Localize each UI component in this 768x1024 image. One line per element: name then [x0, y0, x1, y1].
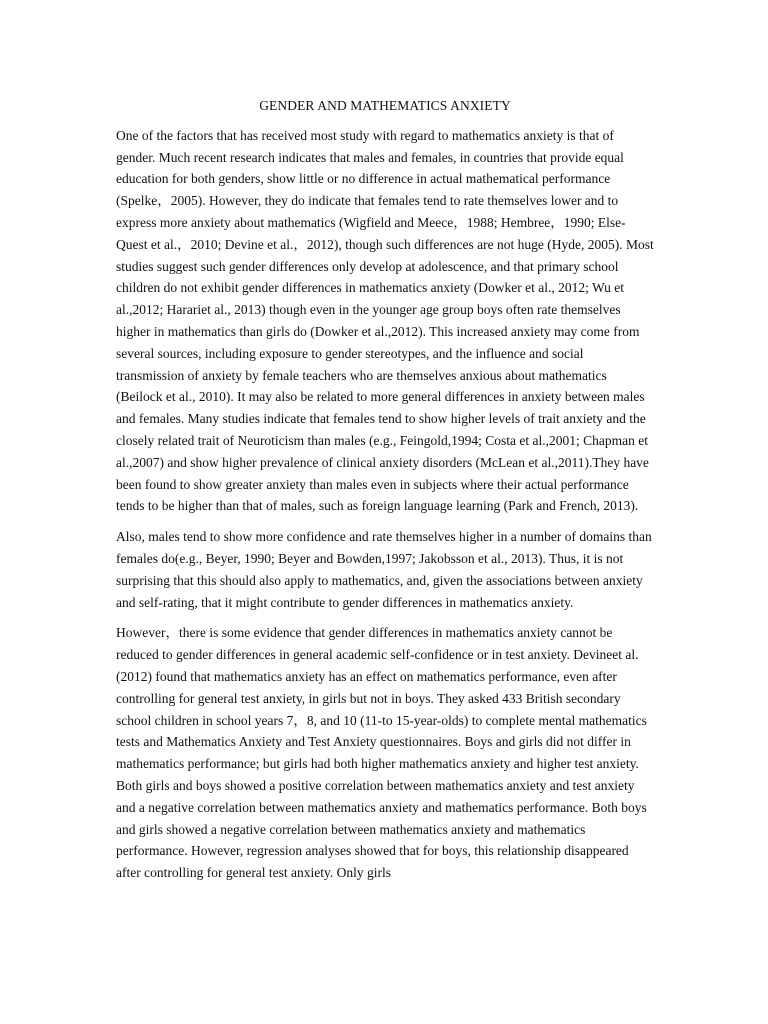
- document-body: [116, 95, 654, 893]
- paragraph-1: One of the factors that has received most study with regard to mathematics anxiety is that of gender. Much recent research indicates that males and females, in countries that provide equal education for both genders, show little or no difference in actual mathematical performance (Spelke，2005). However, they do indicate that females tend to rate themselves lower and to express more anxiety about mathematics (Wigfield and Meece，1988; Hembree，1990; Else-Quest et al.，2010; Devine et al.，2012), though such differences are not huge (Hyde, 2005). Most studies suggest such gender differences only develop at adolescence, and that primary school children do not exhibit gender differences in mathematics anxiety (Dowker et al., 2012; Wu et al.,2012; Harariet al., 2013) though even in the younger age group boys often rate themselves higher in mathematics than girls do (Dowker et al.,2012). This increased anxiety may come from several sources, including exposure to gender stereotypes, and the influence and social transmission of anxiety by female teachers who are themselves anxious about mathematics (Beilock et al., 2010). It may also be related to more general differences in anxiety between males and females. Many studies indicate that females tend to show higher levels of trait anxiety and the closely related trait of Neuroticism than males (e.g., Feingold,1994; Costa et al.,2001; Chapman et al.,2007) and show higher prevalence of clinical anxiety disorders (McLean et al.,2011).They have been found to show greater anxiety than males even in subjects where their actual performance tends to be higher than that of males, such as foreign language learning (Park and French, 2013).: [116, 127, 654, 514]
- document-title: GENDER AND MATHEMATICS ANXIETY: [259, 98, 511, 113]
- paragraph-2: Also, males tend to show more confidence and rate themselves higher in a number of domains than females do(e.g., Beyer, 1990; Beyer and Bowden,1997; Jakobsson et al., 2013). Thus, it is not surprising that this should also apply to mathematics, and, given the associations between anxiety and self-rating, that it might contribute to gender differences in mathematics anxiety.: [116, 529, 652, 610]
- paragraph-3: However，there is some evidence that gender differences in mathematics anxiety cannot be reduced to gender differences in general academic self-confidence or in test anxiety. Devineet al.(2012) found that mathematics anxiety has an effect on mathematics performance, even after controlling for general test anxiety, in girls but not in boys. They asked 433 British secondary school children in school years 7，8, and 10 (11-to 15-year-olds) to complete mental mathematics tests and Mathematics Anxiety and Test Anxiety questionnaires. Boys and girls did not differ in mathematics performance; but girls had both higher mathematics anxiety and higher test anxiety. Both girls and boys showed a positive correlation between mathematics anxiety and test anxiety and a negative correlation between mathematics anxiety and mathematics performance. Both boys and girls showed a negative correlation between mathematics anxiety and mathematics performance. However, regression analyses showed that for boys, this relationship disappeared after controlling for general test anxiety. Only girls: [116, 625, 647, 881]
